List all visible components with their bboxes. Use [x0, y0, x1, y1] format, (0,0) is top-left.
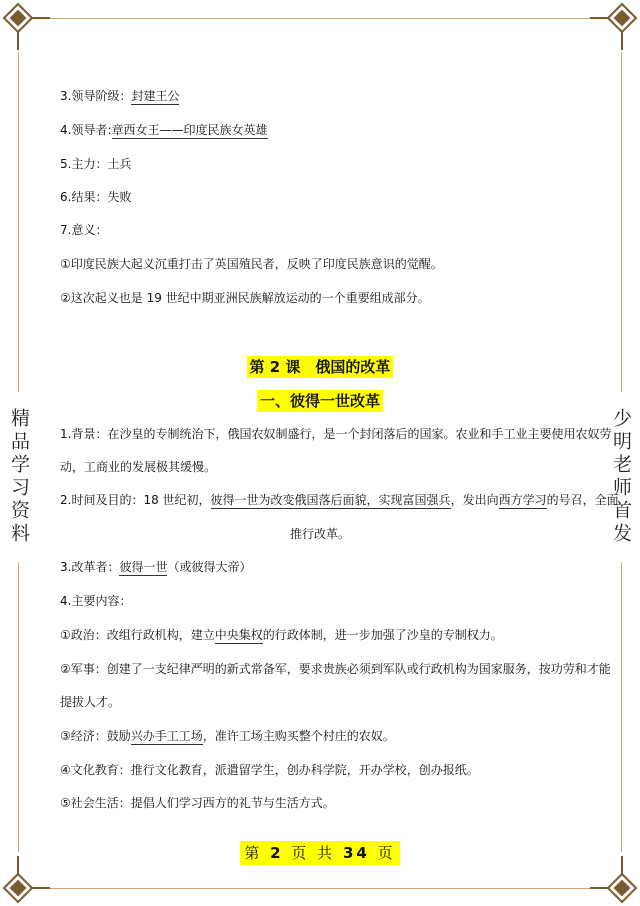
frame-right-border — [621, 52, 622, 392]
leading-class-line: 3.领导阶级：封建王公 — [60, 89, 180, 103]
time-purpose-line: 2.时间及目的：18 世纪初，彼得一世为改变俄国落后面貌，实现富国强兵，发出向西方学习的号召，全面 — [60, 493, 619, 507]
significance-label: 7.意义： — [60, 223, 108, 237]
side-caption-left: 精品学习资料 — [8, 408, 30, 546]
education-line: ④文化教育：推行文化教育，派遣留学生，创办科学院，开办学校，创办报纸。 — [60, 763, 479, 777]
frame-left-border — [18, 562, 19, 852]
section-title: 一、彼得一世改革 — [0, 390, 640, 411]
frame-top-border — [50, 18, 590, 19]
main-force-line: 5.主力：土兵 — [60, 157, 132, 171]
military-line-2: 提拔人才。 — [60, 695, 121, 709]
side-caption-right: 少明老师首发 — [610, 408, 632, 546]
military-line-1: ②军事：创建了一支纪律严明的新式常备军，要求贵族必须到军队或行政机构为国家服务，按功劳和才能 — [60, 662, 611, 676]
frame-left-border — [18, 52, 19, 392]
page-number: 第 2 页 共 34 页 — [0, 842, 640, 863]
significance-item-2: ②这次起义也是 19 世纪中期亚洲民族解放运动的一个重要组成部分。 — [60, 291, 430, 305]
background-line-2: 动，工商业的发展极其缓慢。 — [60, 460, 217, 474]
background-line-1: 1.背景：在沙皇的专制统治下，俄国农奴制盛行，是一个封闭落后的国家。农业和手工业主要使用农奴劳 — [60, 427, 612, 441]
result-line: 6.结果：失败 — [60, 190, 132, 204]
lesson-title: 第 2 课 俄国的改革 — [0, 356, 640, 377]
politics-line: ①政治：改组行政机构，建立中央集权的行政体制，进一步加强了沙皇的专制权力。 — [60, 628, 503, 642]
significance-item-1: ①印度民族大起义沉重打击了英国殖民者，反映了印度民族意识的觉醒。 — [60, 257, 443, 271]
frame-bottom-border — [50, 888, 590, 889]
social-life-line: ⑤社会生活：提倡人们学习西方的礼节与生活方式。 — [60, 796, 335, 810]
corner-ornament-icon — [584, 0, 640, 56]
economy-line: ③经济：鼓励兴办手工工场，准许工场主购买整个村庄的农奴。 — [60, 729, 395, 743]
reformer-line: 3.改革者：彼得一世（或彼得大帝） — [60, 560, 252, 574]
content-label: 4.主要内容： — [60, 594, 132, 608]
corner-ornament-icon — [0, 0, 56, 56]
frame-right-border — [621, 562, 622, 852]
time-purpose-line-2: 推行改革。 — [289, 527, 350, 541]
leader-line: 4.领导者:章西女王——印度民族女英雄 — [60, 123, 268, 137]
